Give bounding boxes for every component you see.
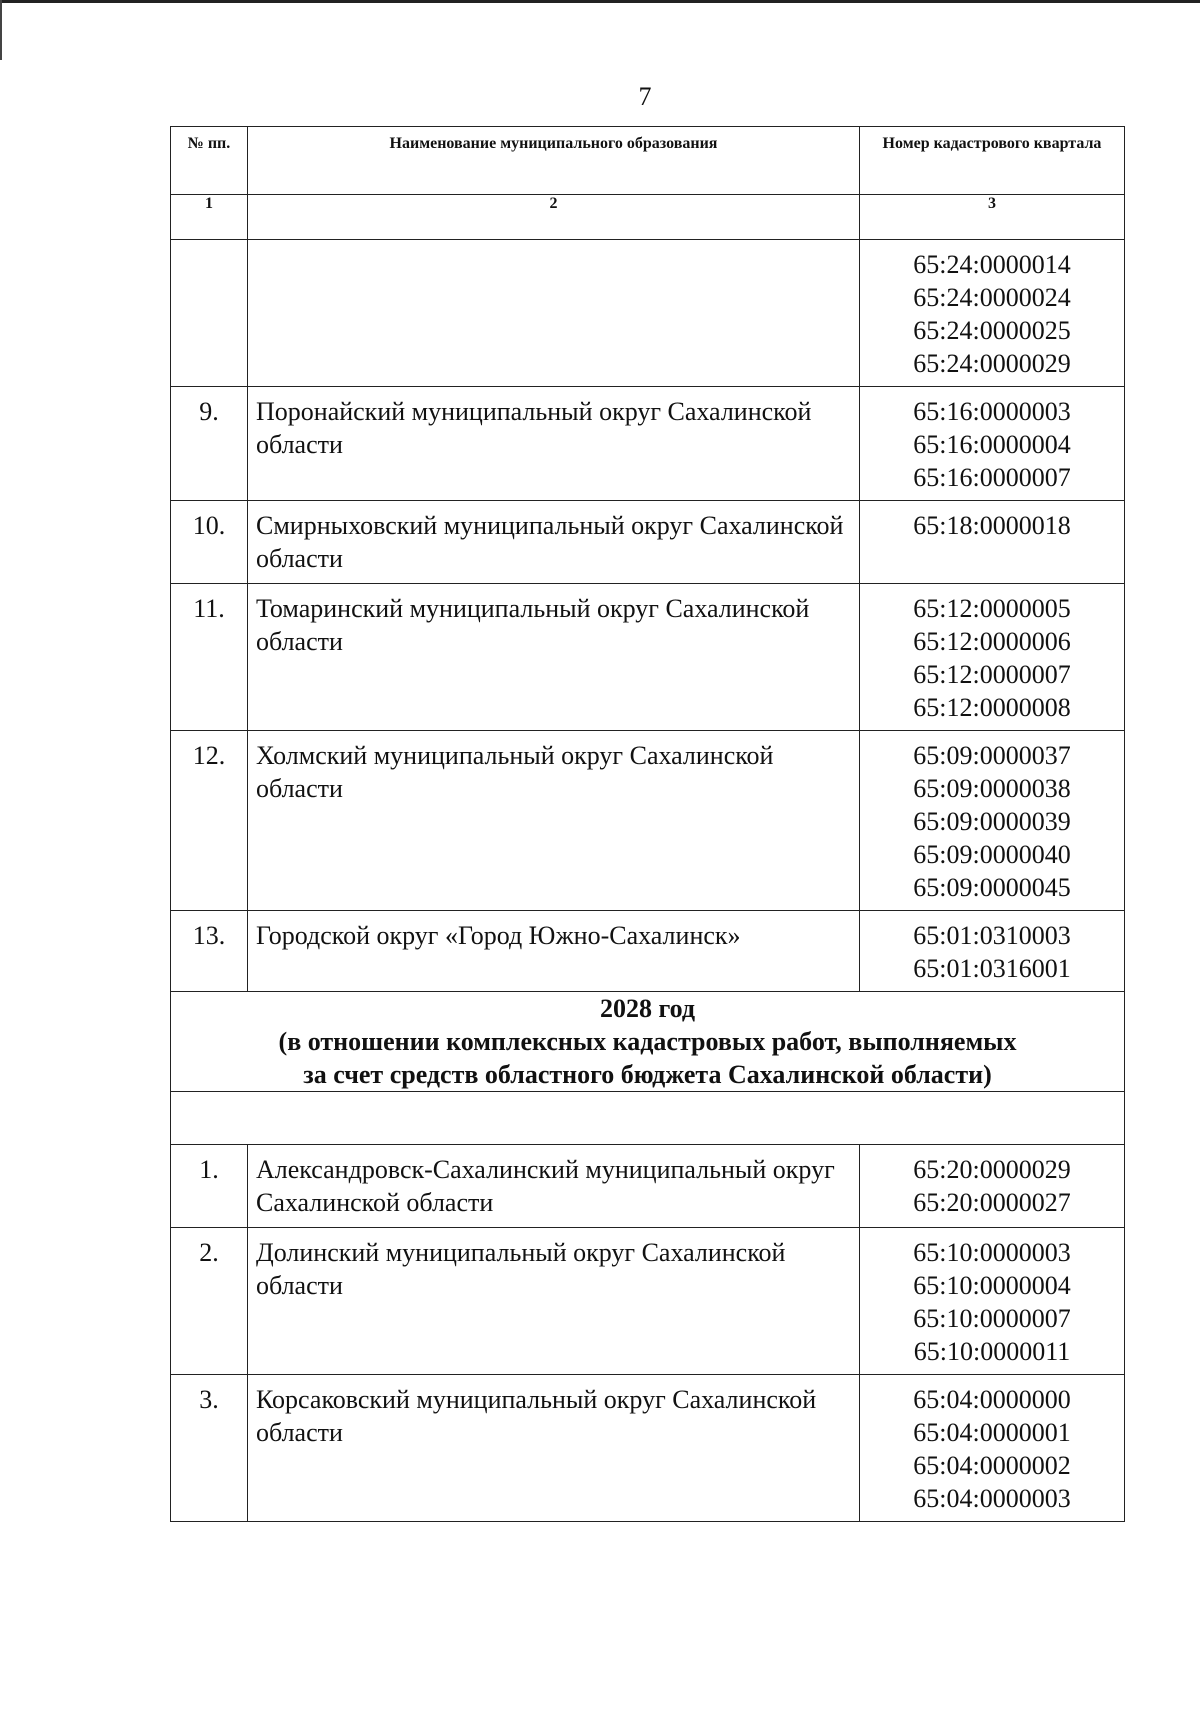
municipality-name: Долинский муниципальный округ Сахалинской области [248,1228,860,1375]
cadastral-code: 65:10:0000011 [913,1337,1071,1366]
cadastral-codes [860,1145,1125,1228]
cadastral-code: 65:24:0000029 [913,349,1071,378]
cadastral-code: 65:01:0316001 [913,954,1071,983]
scan-edge-top [0,0,1200,3]
cadastral-codes [860,240,1125,387]
header-number: № пп. [171,127,248,195]
cadastral-code: 65:16:0000004 [913,430,1071,459]
cadastral-code: 65:09:0000037 [913,741,1071,770]
year-section-heading [171,992,1125,1092]
row-number: 1. [171,1145,248,1228]
cadastral-code: 65:09:0000039 [913,807,1071,836]
cadastral-code: 65:20:0000029 [913,1155,1071,1184]
table-row [171,1375,1125,1522]
cadastral-codes [860,731,1125,911]
cadastral-codes [860,1375,1125,1522]
table-row [171,911,1125,992]
table-header-row [171,127,1125,195]
table-row [171,240,1125,387]
cadastral-code: 65:20:0000027 [913,1188,1071,1217]
table-row [171,501,1125,584]
cadastral-code: 65:04:0000001 [913,1418,1071,1447]
cadastral-code: 65:09:0000038 [913,774,1071,803]
table-row [171,1228,1125,1375]
cadastral-codes [860,584,1125,731]
table-row [171,387,1125,501]
cadastral-code: 65:04:0000002 [913,1451,1071,1480]
column-number: 1 [171,195,248,240]
municipality-name: Поронайский муниципальный округ Сахалинской области [248,387,860,501]
cadastral-code: 65:12:0000008 [913,693,1071,722]
row-number: 12. [171,731,248,911]
municipality-name: Корсаковский муниципальный округ Сахалинской области [248,1375,860,1522]
municipality-name: Александровск-Сахалинский муниципальный округ Сахалинской области [248,1145,860,1228]
column-numbers-row [171,195,1125,240]
cadastral-code: 65:24:0000014 [913,250,1071,279]
cadastral-code: 65:10:0000004 [913,1271,1071,1300]
cadastral-code: 65:16:0000007 [913,463,1071,492]
cadastral-code: 65:10:0000007 [913,1304,1071,1333]
municipality-name: Смирныховский муниципальный округ Сахалинской области [248,501,860,584]
cadastral-code: 65:18:0000018 [913,511,1071,540]
cadastral-code: 65:01:0310003 [913,921,1071,950]
row-number: 3. [171,1375,248,1522]
cadastral-code: 65:24:0000025 [913,316,1071,345]
empty-row [171,1092,1125,1145]
cadastral-codes [860,387,1125,501]
row-number: 11. [171,584,248,731]
column-number: 3 [860,195,1125,240]
year-section-line: (в отношении комплексных кадастровых работ, выполняемых [278,1027,1017,1056]
cadastral-code: 65:12:0000005 [913,594,1071,623]
row-number: 10. [171,501,248,584]
cadastral-code: 65:12:0000007 [913,660,1071,689]
row-number [171,240,248,387]
table-row [171,731,1125,911]
cadastral-code: 65:16:0000003 [913,397,1071,426]
cadastral-code: 65:12:0000006 [913,627,1071,656]
cadastral-code: 65:10:0000003 [913,1238,1071,1267]
municipality-name [248,240,860,387]
cadastral-code: 65:09:0000040 [913,840,1071,869]
table-row [171,584,1125,731]
cadastral-codes [860,911,1125,992]
year-section-line: за счет средств областного бюджета Сахалинской области) [303,1060,992,1089]
header-municipality: Наименование муниципального образования [248,127,860,195]
row-number: 9. [171,387,248,501]
year-section-line: 2028 год [599,994,696,1023]
municipality-name: Томаринский муниципальный округ Сахалинской области [248,584,860,731]
header-cadastral-quarter: Номер кадастрового квартала [860,127,1125,195]
row-number: 2. [171,1228,248,1375]
page-number: 7 [638,82,652,111]
cadastral-code: 65:24:0000024 [913,283,1071,312]
column-number: 2 [248,195,860,240]
cadastral-code: 65:09:0000045 [913,873,1071,902]
empty-cell [171,1092,1125,1145]
cadastral-codes [860,501,1125,584]
cadastral-codes [860,1228,1125,1375]
cadastral-code: 65:04:0000000 [913,1385,1071,1414]
cadastral-table [170,126,1125,1522]
scan-edge-left [0,0,2,60]
row-number: 13. [171,911,248,992]
table-row [171,1145,1125,1228]
cadastral-code: 65:04:0000003 [913,1484,1071,1513]
municipality-name: Городской округ «Город Южно-Сахалинск» [248,911,860,992]
year-section-row [171,992,1125,1092]
municipality-name: Холмский муниципальный округ Сахалинской области [248,731,860,911]
